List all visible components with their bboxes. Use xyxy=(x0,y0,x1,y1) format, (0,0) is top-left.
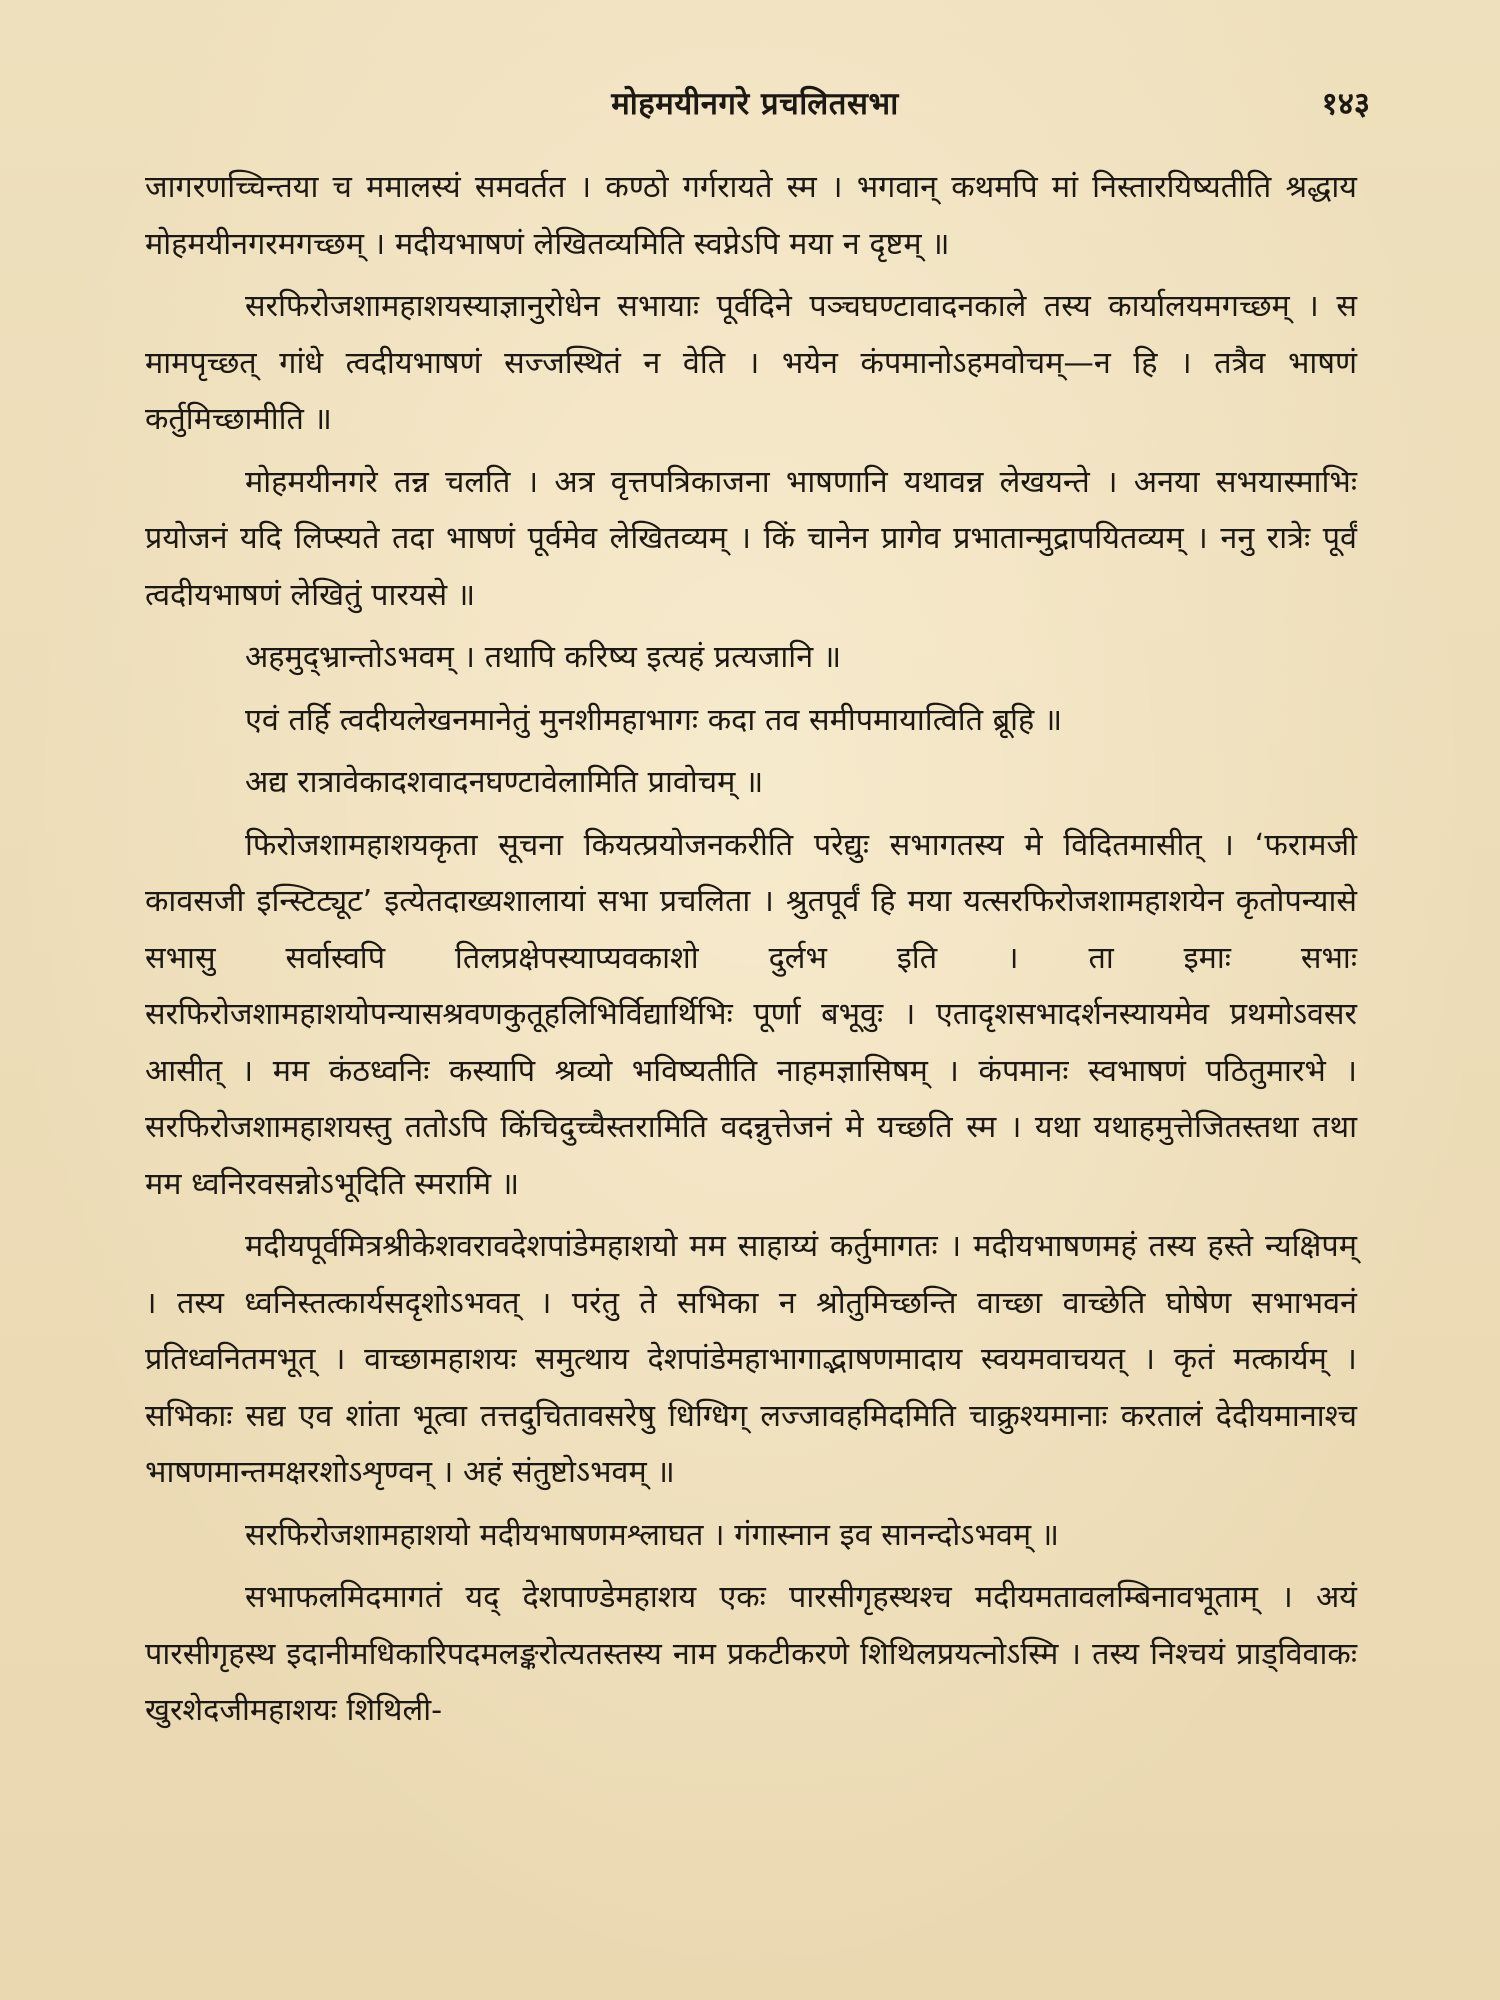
paragraph-8: मदीयपूर्वमित्रश्रीकेशवरावदेशपांडेमहाशयो मम साहाय्यं कर्तुमागतः । मदीयभाषणमहं तस्य हस्ते न्यक्षिपम् । तस्य ध्वनिस्तत्कार्यसदृशोऽभवत् । परंतु ते सभिका न श्रोतुमिच्छन्ति वाच्छा वाच्छेति घोषेण सभाभवनं प्रतिध्वनितमभूत् । वाच्छामहाशयः समुत्थाय देशपांडेमहाभागाद्भाषणमादाय स्वयमवाचयत् । कृतं मत्कार्यम् । सभिकाः सद्य एव शांता भूत्वा तत्तदुचितावसरेषु धिग्धिग् लज्जावहमिदमिति चाक्रुश्यमानाः करतालं देदीयमानाश्च भाषणमान्तमक्षरशोऽशृण्वन् । अहं संतुष्टोऽभवम् ॥ xyxy=(145,1229,1357,1490)
paragraph-9: सरफिरोजशामहाशयो मदीयभाषणमश्लाघत । गंगास्नान इव सानन्दोऽभवम् ॥ xyxy=(245,1517,1060,1553)
body-text xyxy=(145,160,1357,1746)
paragraph-7: फिरोजशामहाशयकृता सूचना कियत्प्रयोजनकरीति परेद्युः सभागतस्य मे विदितमासीत् । ‘फरामजी कावसजी इन्स्टिट्यूट’ इत्येतदाख्यशालायां सभा प्रचलिता । श्रुतपूर्वं हि मया यत्सरफिरोजशामहाशयेन कृतोपन्यासे सभासु सर्वास्वपि तिलप्रक्षेपस्याप्यवकाशो दुर्लभ इति । ता इमाः सभाः सरफिरोजशामहाशयोपन्यासश्रवणकुतूहलिभिर्विद्यार्थिभिः पूर्णा बभूवुः । एतादृशसभादर्शनस्यायमेव प्रथमोऽवसर आसीत् । मम कंठध्वनिः कस्यापि श्रव्यो भविष्यतीति नाहमज्ञासिषम् । कंपमानः स्वभाषणं पठितुमारभे । सरफिरोजशामहाशयस्तु ततोऽपि किंचिदुच्चैस्तरामिति वदन्नुत्तेजनं मे यच्छति स्म । यथा यथाहमुत्तेजितस्तथा तथा मम ध्वनिरवसन्नोऽभूदिति स्मरामि ॥ xyxy=(145,827,1357,1202)
paragraph-4: अहमुद्भ्रान्तोऽभवम् । तथापि करिष्य इत्यहं प्रत्यजानि ॥ xyxy=(245,640,842,675)
paragraph-2: सरफिरोजशामहाशयस्याज्ञानुरोधेन सभायाः पूर्वदिने पञ्चघण्टावादनकाले तस्य कार्यालयमगच्छम् । स मामपृच्छत् गांधे त्वदीयभाषणं सज्जस्थितं न वेति । भयेन कंपमानोऽहमवोचम्—न हि । तत्रैव भाषणं कर्तुमिच्छामीति ॥ xyxy=(145,289,1357,437)
paragraph-1: जागरणच्चिन्तया च ममालस्यं समवर्तत । कण्ठो गर्गरायते स्म । भगवान् कथमपि मां निस्तारयिष्यतीति श्रद्धाय मोहमयीनगरमगच्छम् । मदीयभाषणं लेखितव्यमिति स्वप्नेऽपि मया न दृष्टम् ॥ xyxy=(145,170,1357,262)
running-title: मोहमयीनगरे प्रचलितसभा xyxy=(611,86,899,122)
running-head xyxy=(140,82,1370,142)
paragraph-10: सभाफलमिदमागतं यद् देशपाण्डेमहाशय एकः पारसीगृहस्थश्च मदीयमतावलम्बिनावभूताम् । अयं पारसीगृहस्थ इदानीमधिकारिपदमलङ्करोत्यतस्तस्य नाम प्रकटीकरणे शिथिलप्रयत्नोऽस्मि । तस्य निश्चयं प्राड्विवाकः खुरशेदजीमहाशयः शिथिली- xyxy=(145,1580,1357,1728)
paragraph-3: मोहमयीनगरे तन्न चलति । अत्र वृत्तपत्रिकाजना भाषणानि यथावन्न लेखयन्ते । अनया सभयास्माभिः प्रयोजनं यदि लिप्स्यते तदा भाषणं पूर्वमेव लेखितव्यम् । किं चानेन प्रागेव प्रभातान्मुद्रापयितव्यम् । ननु रात्रेः पूर्वं त्वदीयभाषणं लेखितुं पारयसे ॥ xyxy=(145,464,1357,613)
page-number: १४३ xyxy=(1321,86,1370,122)
paragraph-6: अद्य रात्रावेकादशवादनघण्टावेलामिति प्रावोचम् ॥ xyxy=(245,765,764,800)
paragraph-5: एवं तर्हि त्वदीयलेखनमानेतुं मुनशीमहाभागः कदा तव समीपमायात्विति ब्रूहि ॥ xyxy=(245,702,1063,738)
